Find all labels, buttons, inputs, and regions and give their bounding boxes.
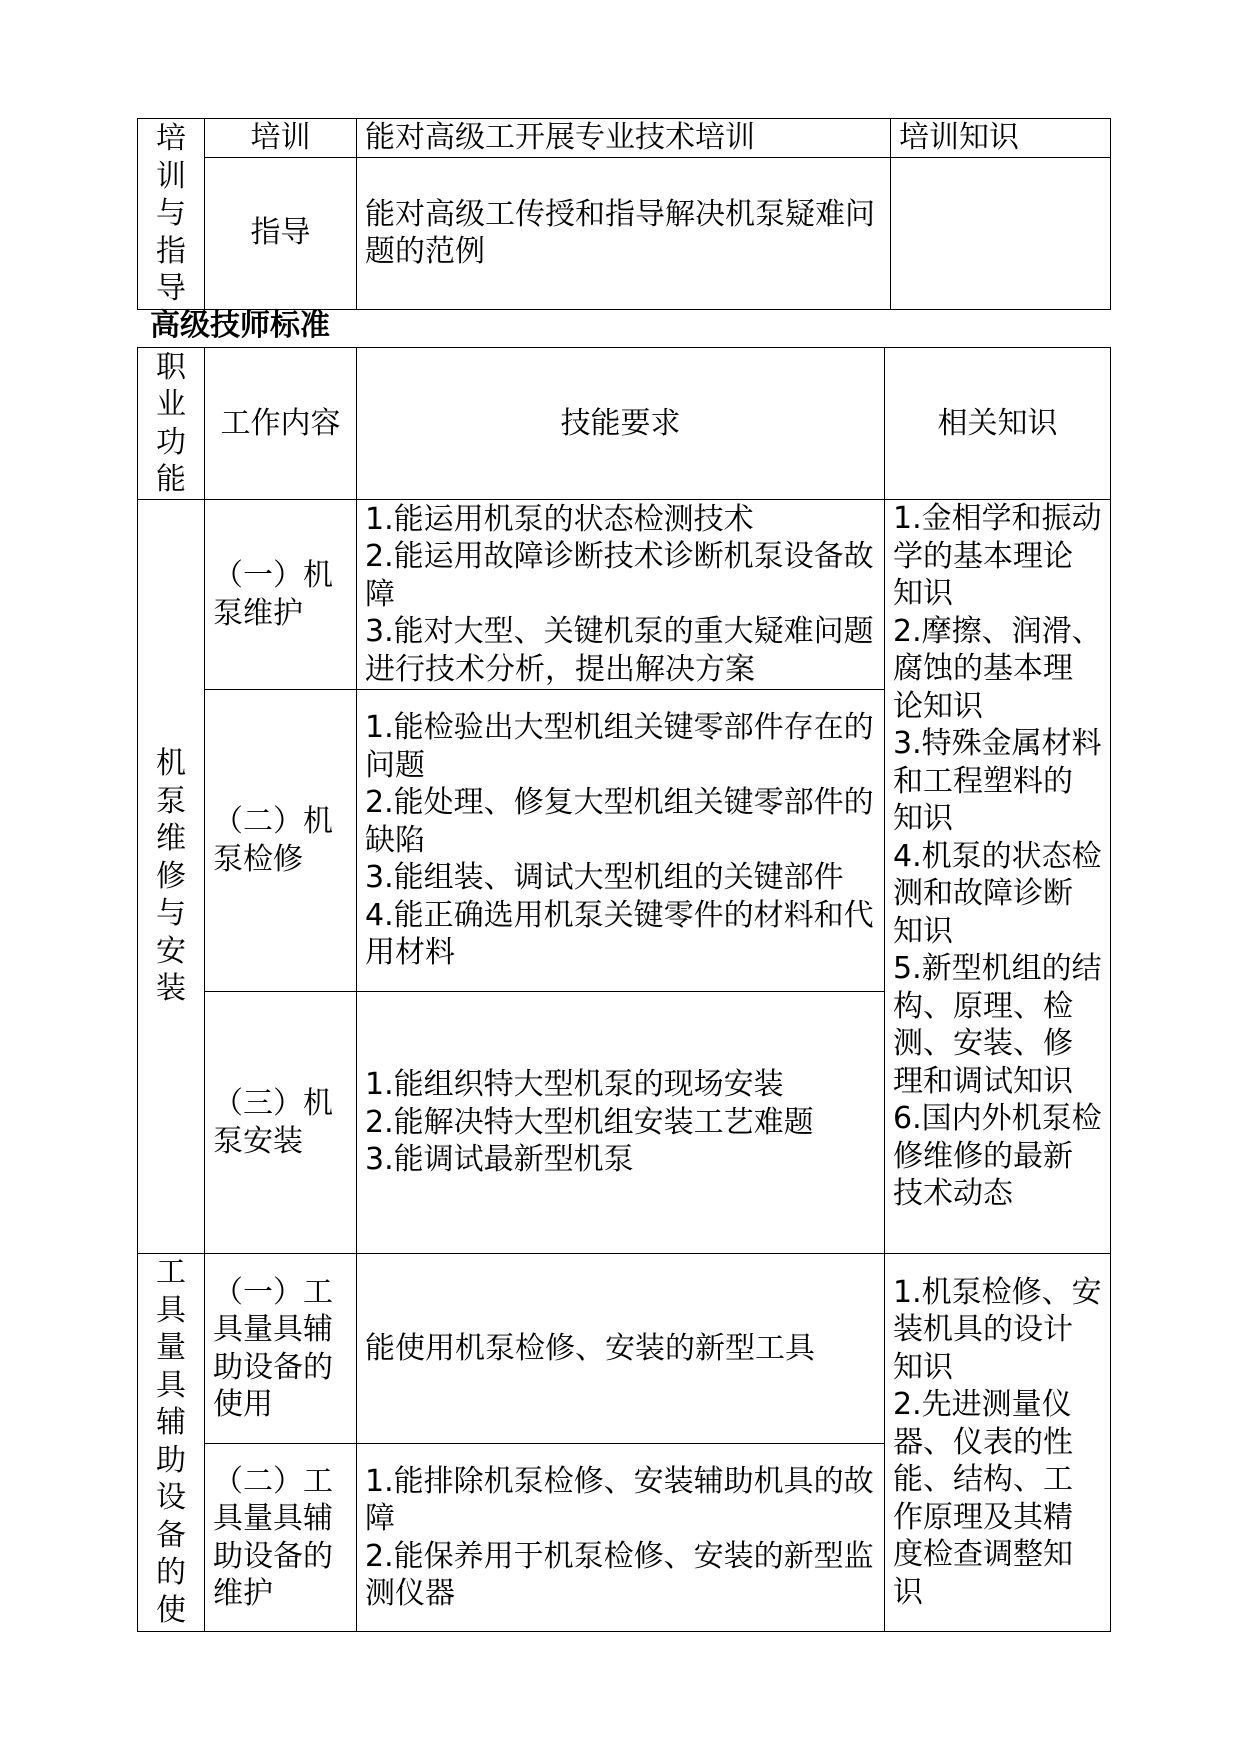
skills-cell: 1.能运用机泵的状态检测技术 2.能运用故障诊断技术诊断机泵设备故障 3.能对大型、关键机泵的重大疑难问题进行技术分析，提出解决方案 — [357, 500, 885, 690]
content-cell: （二）机泵检修 — [205, 690, 357, 992]
function-cell-maintenance-installation: 机 泵 维 修 与 安 装 — [138, 500, 205, 1254]
skills-cell: 1.能检验出大型机组关键零部件存在的问题 2.能处理、修复大型机组关键零部件的缺陷 3.能组装、调试大型机组的关键部件 4.能正确选用机泵关键零件的材料和代用材料 — [357, 690, 885, 992]
knowledge-cell — [891, 157, 1111, 309]
function-cell-training: 培 训 与 指 导 — [138, 119, 205, 310]
content-cell: （三）机泵安装 — [205, 992, 357, 1254]
function-cell-tools-equipment: 工 具 量 具 辅 助 设 备 的 使 — [138, 1254, 205, 1632]
skill-cell: 能对高级工开展专业技术培训 — [357, 119, 891, 158]
content-cell: 培训 — [205, 119, 357, 158]
content-cell: 指导 — [205, 157, 357, 309]
skills-cell: 1.能排除机泵检修、安装辅助机具的故障 2.能保养用于机泵检修、安装的新型监测仪器 — [357, 1444, 885, 1632]
skills-cell: 1.能组织特大型机泵的现场安装 2.能解决特大型机组安装工艺难题 3.能调试最新型机泵 — [357, 992, 885, 1254]
senior-technician-table — [137, 347, 1111, 1632]
content-cell: （二）工具量具辅助设备的维护 — [205, 1444, 357, 1632]
knowledge-cell: 1.机泵检修、安装机具的设计知识 2.先进测量仪器、仪表的性能、结构、工作原理及其精度检查调整知识 — [885, 1254, 1111, 1632]
training-table — [137, 118, 1111, 310]
section-heading: 高级技师标准 — [150, 308, 330, 343]
skill-cell: 能对高级工传授和指导解决机泵疑难问题的范例 — [357, 157, 891, 309]
header-knowledge: 相关知识 — [885, 348, 1111, 500]
skills-cell: 能使用机泵检修、安装的新型工具 — [357, 1254, 885, 1444]
header-skills: 技能要求 — [357, 348, 885, 500]
knowledge-cell: 培训知识 — [891, 119, 1111, 158]
header-function: 职 业 功 能 — [138, 348, 205, 500]
header-content: 工作内容 — [205, 348, 357, 500]
content-cell: （一）工具量具辅助设备的使用 — [205, 1254, 357, 1444]
content-cell: （一）机泵维护 — [205, 500, 357, 690]
knowledge-cell: 1.金相学和振动学的基本理论知识 2.摩擦、润滑、腐蚀的基本理论知识 3.特殊金属材料和工程塑料的知识 4.机泵的状态检测和故障诊断知识 5.新型机组的结构、原理、检测、安装、修理和调试知识 6.国内外机泵检修维修的最新技术动态 — [885, 500, 1111, 1254]
